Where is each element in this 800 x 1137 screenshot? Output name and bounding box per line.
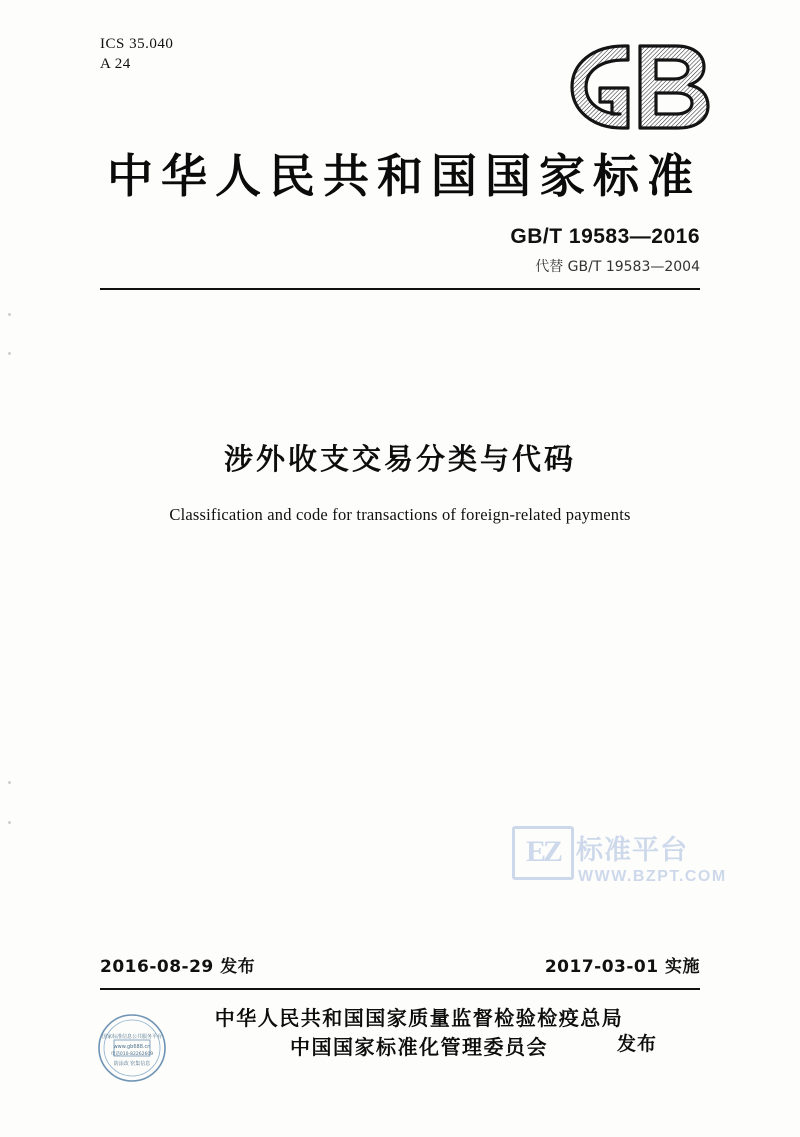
svg-text:电话010-82262609: 电话010-82262609 — [110, 1052, 154, 1057]
issue-date: 2016-08-29 发布 — [100, 957, 256, 977]
document-title-chinese: 涉外收支交易分类与代码 — [223, 442, 576, 476]
ics-code: ICS 35.040 — [100, 36, 174, 52]
standard-number-block — [510, 225, 700, 276]
publisher-line-1: 中华人民共和国国家质量监督检验检疫总局 — [214, 1006, 624, 1030]
watermark-badge-icon: ΕZ — [512, 826, 574, 880]
edge-mark — [8, 313, 11, 316]
publish-word: 发布 — [617, 1033, 658, 1055]
document-title-english: Classification and code for transactions of foreign-related payments — [169, 505, 631, 524]
watermark-url: WWW.BZPT.COM — [578, 868, 727, 885]
publisher-line-2: 中国国家标准化管理委员会 — [290, 1035, 548, 1059]
gb-logo-icon — [562, 36, 722, 138]
national-standard-title: 中华人民共和国国家标准 — [107, 149, 701, 203]
standard-number: GB/T 19583—2016 — [510, 225, 700, 248]
classification-code: A 24 — [100, 56, 131, 73]
edge-mark — [8, 352, 11, 355]
edge-mark — [8, 821, 11, 824]
standard-replaces: 代替 GB/T 19583—2004 — [535, 259, 700, 275]
watermark — [512, 826, 752, 898]
effective-date: 2017-03-01 实施 — [544, 957, 700, 977]
svg-text:防涂改 密集信息: 防涂改 密集信息 — [113, 1061, 151, 1067]
ics-block — [100, 34, 173, 75]
watermark-name: 标准平台 — [576, 835, 688, 866]
edge-mark — [8, 781, 11, 784]
footer-divider — [100, 988, 700, 990]
header-divider — [100, 288, 700, 290]
svg-text:www.gb688.cn: www.gb688.cn — [113, 1044, 151, 1050]
publisher-block — [0, 1004, 800, 1062]
svg-text:国家标准信息公共服务平台: 国家标准信息公共服务平台 — [101, 1034, 163, 1040]
